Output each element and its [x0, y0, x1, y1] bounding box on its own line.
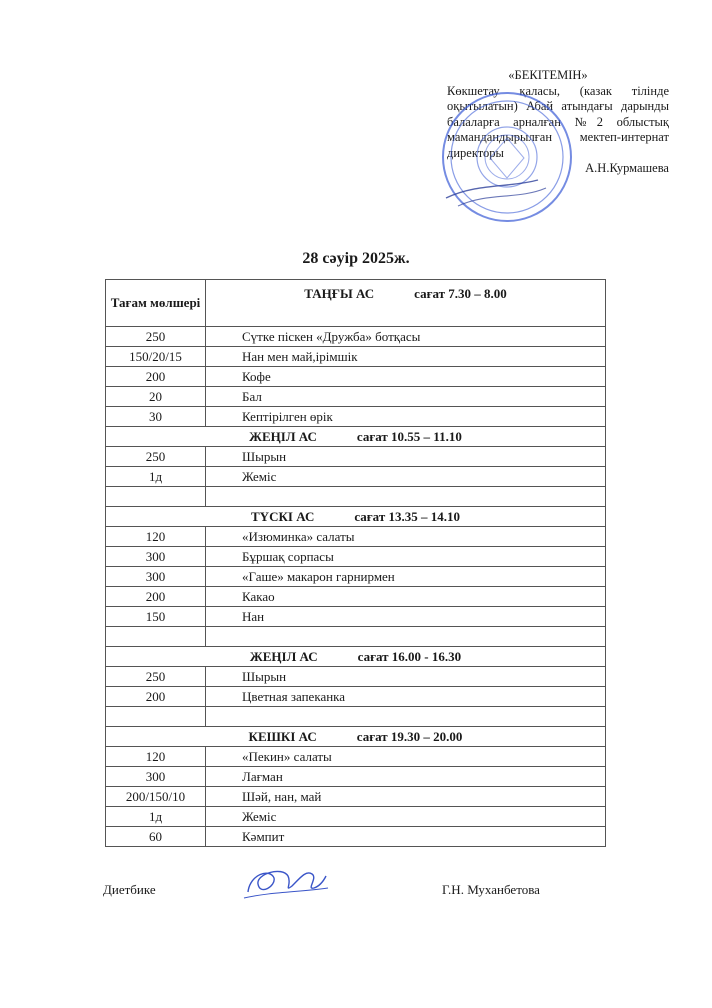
table-row: [106, 547, 606, 567]
portion-cell: 60: [106, 827, 206, 847]
meal-time: сағат 19.30 – 20.00: [356, 728, 463, 744]
portion-cell: [106, 627, 206, 647]
section-title-cell: [106, 427, 606, 447]
section-header-row: [106, 280, 606, 327]
section-title-cell: [206, 280, 606, 327]
portion-cell: 120: [106, 527, 206, 547]
section-title-cell: [106, 727, 606, 747]
table-row: [106, 367, 606, 387]
dish-cell: [206, 707, 606, 727]
dish-cell: [206, 487, 606, 507]
table-row: [106, 767, 606, 787]
dish-cell: Нан: [206, 607, 606, 627]
meal-time: сағат 10.55 – 11.10: [356, 428, 462, 444]
dish-cell: «Гаше» макарон гарнирмен: [206, 567, 606, 587]
meal-time: сағат 16.00 - 16.30: [357, 648, 462, 664]
meal-name: КЕШКІ АС: [248, 728, 317, 744]
portion-cell: 200: [106, 687, 206, 707]
portion-cell: 200/150/10: [106, 787, 206, 807]
approval-text: Көкшетау қаласы, (казак тілінде оқытылатын) Абай атындағы дарынды балаларға арналған №2 облыстық мамандандырылған мектеп-интернат директоры: [447, 83, 669, 160]
approval-heading: «БЕКІТЕМІН»: [508, 68, 588, 82]
meal-name: ЖЕҢІЛ АС: [249, 648, 318, 664]
table-row: [106, 627, 606, 647]
meal-name: ЖЕҢІЛ АС: [249, 428, 317, 444]
section-title-cell: [106, 507, 606, 527]
table-row: [106, 327, 606, 347]
meal-name: ТҮСКІ АС: [251, 508, 315, 524]
section-title-cell: [106, 647, 606, 667]
portion-cell: 250: [106, 327, 206, 347]
portion-cell: 1д: [106, 467, 206, 487]
table-row: [106, 747, 606, 767]
dish-cell: Кептірілген өрік: [206, 407, 606, 427]
portion-cell: 300: [106, 767, 206, 787]
table-row: [106, 667, 606, 687]
table-row: [106, 607, 606, 627]
portion-cell: 250: [106, 447, 206, 467]
dish-cell: [206, 627, 606, 647]
portion-cell: 300: [106, 547, 206, 567]
menu-table: [105, 279, 606, 847]
portion-cell: 20: [106, 387, 206, 407]
portion-cell: 200: [106, 587, 206, 607]
table-row: [106, 387, 606, 407]
dish-cell: Цветная запеканка: [206, 687, 606, 707]
table-row: [106, 347, 606, 367]
approval-signatory: А.Н.Курмашева: [585, 161, 669, 175]
portion-cell: [106, 487, 206, 507]
table-row: [106, 567, 606, 587]
portion-cell: 300: [106, 567, 206, 587]
table-row: [106, 527, 606, 547]
table-row: [106, 487, 606, 507]
dish-cell: «Изюминка» салаты: [206, 527, 606, 547]
table-row: [106, 807, 606, 827]
table-row: [106, 707, 606, 727]
section-header-row: [106, 507, 606, 527]
portion-cell: [106, 707, 206, 727]
dish-cell: Сүтке піскен «Дружба» ботқасы: [206, 327, 606, 347]
footer-role: Диетбике: [103, 882, 156, 897]
table-row: [106, 407, 606, 427]
section-header-row: [106, 727, 606, 747]
dish-cell: Лағман: [206, 767, 606, 787]
portion-cell: 1д: [106, 807, 206, 827]
meal-time: сағат 7.30 – 8.00: [414, 286, 507, 301]
footer-name: Г.Н. Муханбетова: [442, 882, 540, 897]
header-qty-label: Тағам мөлшері: [106, 280, 206, 327]
round-stamp-icon: [438, 88, 576, 226]
portion-cell: 250: [106, 667, 206, 687]
dish-cell: Нан мен май,ірімшік: [206, 347, 606, 367]
table-row: [106, 447, 606, 467]
dish-cell: Какао: [206, 587, 606, 607]
meal-time: сағат 13.35 – 14.10: [354, 508, 460, 524]
dish-cell: «Пекин» салаты: [206, 747, 606, 767]
dish-cell: Кофе: [206, 367, 606, 387]
dish-cell: Кәмпит: [206, 827, 606, 847]
dish-cell: Шырын: [206, 447, 606, 467]
dish-cell: Бұршақ сорпасы: [206, 547, 606, 567]
table-row: [106, 827, 606, 847]
table-row: [106, 467, 606, 487]
section-header-row: [106, 427, 606, 447]
portion-cell: 150: [106, 607, 206, 627]
dietitian-signature-icon: [240, 862, 330, 904]
dish-cell: Жеміс: [206, 807, 606, 827]
portion-cell: 120: [106, 747, 206, 767]
menu-date: 28 сәуір 2025ж.: [302, 250, 410, 267]
table-row: [106, 687, 606, 707]
portion-cell: 150/20/15: [106, 347, 206, 367]
table-row: [106, 787, 606, 807]
dish-cell: Бал: [206, 387, 606, 407]
table-row: [106, 587, 606, 607]
dish-cell: Жеміс: [206, 467, 606, 487]
meal-name: ТАҢҒЫ АС: [304, 286, 375, 301]
portion-cell: 30: [106, 407, 206, 427]
portion-cell: 200: [106, 367, 206, 387]
section-header-row: [106, 647, 606, 667]
dish-cell: Шәй, нан, май: [206, 787, 606, 807]
dish-cell: Шырын: [206, 667, 606, 687]
